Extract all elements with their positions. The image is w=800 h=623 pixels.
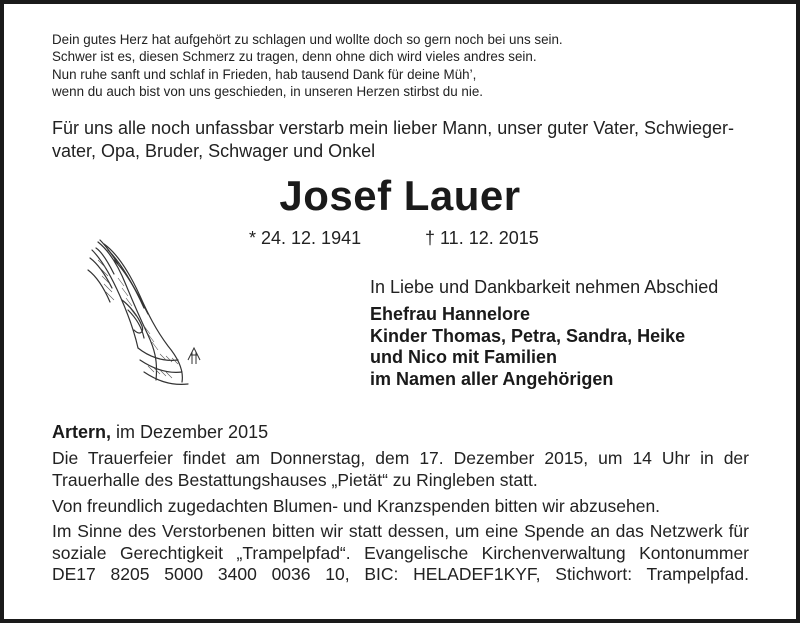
poem-line: Schwer ist es, diesen Schmerz zu tragen, denn ohne dich wird vieles andres sein. bbox=[52, 49, 537, 65]
date: im Dezember 2015 bbox=[116, 422, 269, 442]
birth-date: * 24. 12. 1941 bbox=[249, 228, 362, 248]
place: Artern, bbox=[52, 422, 112, 442]
poem-line: Dein gutes Herz hat aufgehört zu schlagen und wollte doch so gern noch bei uns sein. bbox=[52, 32, 563, 47]
poem-line: Nun ruhe sanft und schlaf in Frieden, hab tausend Dank für deine Müh’, bbox=[52, 66, 477, 82]
poem bbox=[52, 31, 752, 100]
intro-text: Für uns alle noch unfassbar verstarb mein lieber Mann, unser guter Vater, Schwieger-vater, Opa, Bruder, Schwager und Onkel bbox=[52, 118, 735, 161]
praying-hands-icon bbox=[78, 230, 208, 390]
donation-note: Im Sinne des Verstorbenen bitten wir statt dessen, um eine Spende an das Netzwerk für soziale Gerechtigkeit „Trampelpfad“. Evangelische Kirchenverwaltung Kontonummer DE17 8205 5000 3400 0036 10, BIC: HELADEF1KYF, Stichwort: Trampelpfad. bbox=[52, 521, 749, 584]
flowers-note: Von freundlich zugedachten Blumen- und Kranzspenden bitten wir abzusehen. bbox=[52, 496, 661, 516]
funeral-info: Die Trauerfeier findet am Donnerstag, dem 17. Dezember 2015, um 14 Uhr in der Trauerhalle des Bestattungshauses „Pietät“ zu Ringleben statt. bbox=[52, 448, 749, 490]
mourner-line: und Nico mit Familien bbox=[370, 347, 558, 367]
mourner-line: im Namen aller Angehörigen bbox=[370, 368, 614, 389]
place-date-line bbox=[52, 422, 268, 443]
death-date: † 11. 12. 2015 bbox=[425, 228, 539, 248]
mourner-line: Kinder Thomas, Petra, Sandra, Heike bbox=[370, 325, 686, 346]
farewell-line: In Liebe und Dankbarkeit nehmen Abschied bbox=[370, 277, 719, 297]
mourners-list bbox=[370, 304, 685, 390]
mourner-line: Ehefrau Hannelore bbox=[370, 304, 531, 324]
deceased-name: Josef Lauer bbox=[279, 172, 521, 219]
poem-line: wenn du auch bist von uns geschieden, in unseren Herzen stirbst du nie. bbox=[52, 83, 483, 99]
